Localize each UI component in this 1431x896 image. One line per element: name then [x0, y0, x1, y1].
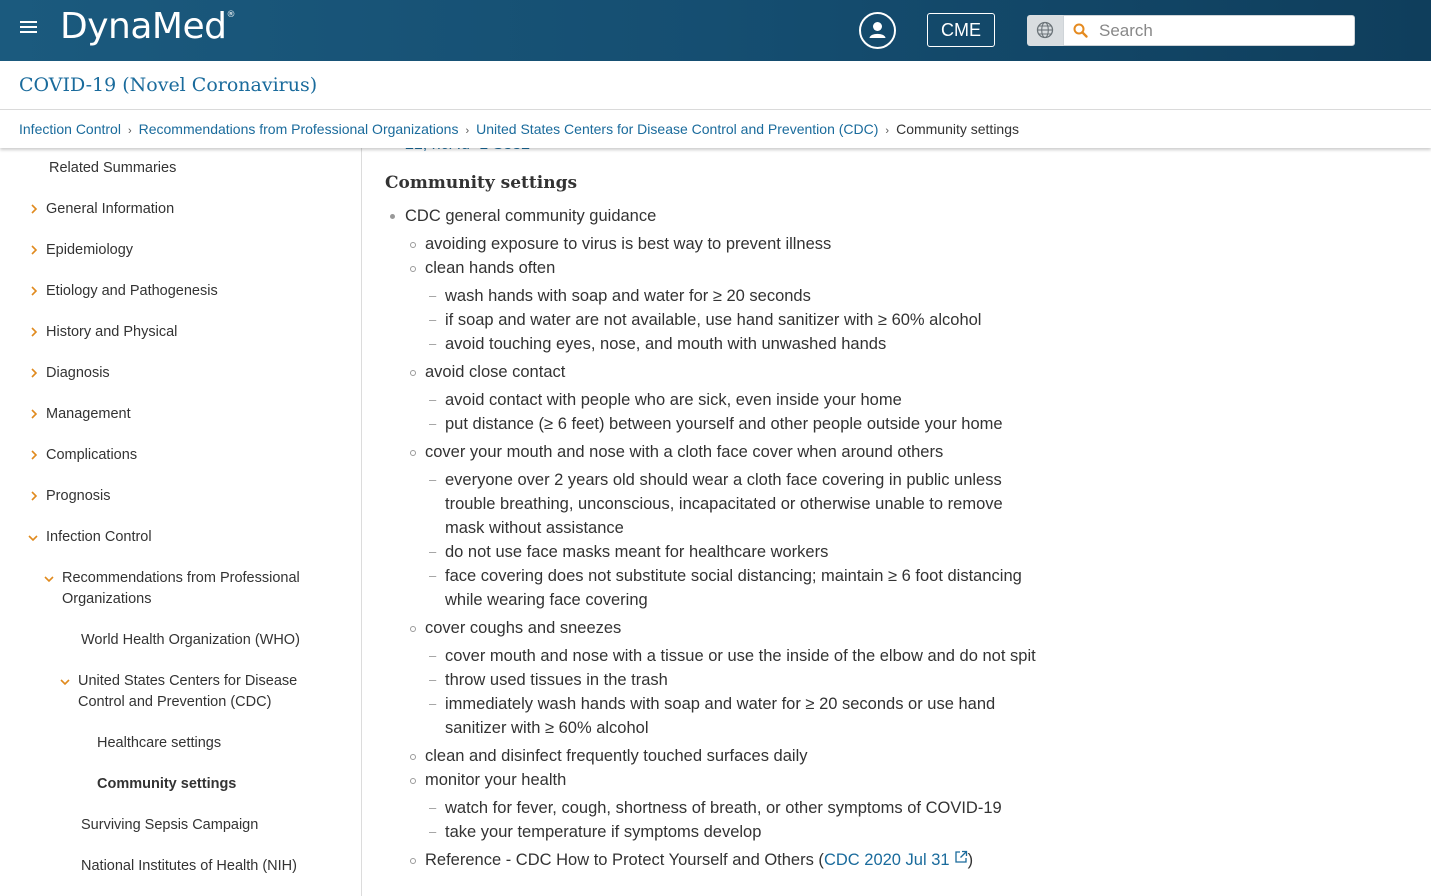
sidebar-item-label: Related Summaries: [49, 160, 177, 176]
top-header: [0, 0, 1431, 61]
external-link-icon: [954, 850, 968, 864]
list-item: – cover mouth and nose with a tissue or use the inside of the elbow and do not spit: [445, 644, 1036, 668]
sidebar-item-label: National Institutes of Health (NIH): [81, 858, 297, 874]
breadcrumb-cdc[interactable]: United States Centers for Disease Control and Prevention (CDC): [476, 121, 879, 137]
breadcrumb-separator-icon: ›: [465, 125, 470, 137]
list-item: – if soap and water are not available, use hand sanitizer with ≥ 60% alcohol: [445, 308, 981, 332]
breadcrumb-current: Community settings: [896, 121, 1020, 137]
search-box: [1063, 15, 1355, 46]
chevron-right-icon[interactable]: [29, 204, 39, 214]
breadcrumb-recommendations[interactable]: Recommendations from Professional Organizations: [138, 121, 459, 137]
sidebar-item-label: Prognosis: [46, 488, 111, 504]
section-title: Community settings: [385, 173, 578, 193]
chevron-right-icon[interactable]: [29, 491, 39, 501]
menu-icon[interactable]: [20, 21, 37, 35]
list-item: – immediately wash hands with soap and water for ≥ 20 seconds or use hand: [445, 692, 995, 716]
sidebar-item-label: Management: [46, 406, 131, 422]
sidebar-item-label: Etiology and Pathogenesis: [46, 283, 218, 299]
list-item: – throw used tissues in the trash: [445, 668, 668, 692]
list-item: cover coughs and sneezes: [425, 616, 621, 640]
sidebar-item-label: History and Physical: [46, 324, 178, 340]
list-item: – watch for fever, cough, shortness of breath, or other symptoms of COVID-19: [445, 796, 1002, 820]
reference-link[interactable]: [824, 851, 968, 869]
list-item: – everyone over 2 years old should wear a cloth face covering in public unless: [445, 468, 1002, 492]
dynamed-logo[interactable]: DynaMed®: [60, 6, 235, 47]
search-input[interactable]: [1099, 19, 1349, 43]
list-item: – avoid touching eyes, nose, and mouth with unwashed hands: [445, 332, 886, 356]
breadcrumb-separator-icon: ›: [127, 125, 132, 137]
sidebar-item-history-physical[interactable]: [46, 322, 177, 343]
chevron-right-icon[interactable]: [29, 368, 39, 378]
list-item: – wash hands with soap and water for ≥ 20 seconds: [445, 284, 811, 308]
sidebar-item-label: Healthcare settings: [97, 735, 222, 751]
globe-icon: [1027, 15, 1064, 46]
list-item: – take your temperature if symptoms develop: [445, 820, 761, 844]
sidebar-item-general-information[interactable]: [46, 199, 174, 220]
sidebar-item-label: World Health Organization (WHO): [81, 632, 300, 648]
list-item-continuation: trouble breathing, unconscious, incapacitated or otherwise unable to remove: [445, 495, 1003, 513]
chevron-right-icon[interactable]: [29, 450, 39, 460]
list-item-continuation: mask without assistance: [445, 519, 624, 537]
list-item: – put distance (≥ 6 feet) between yourself and other people outside your home: [445, 412, 1003, 436]
list-item: – face covering does not substitute social distancing; maintain ≥ 6 foot distancing: [445, 564, 1022, 588]
chevron-right-icon[interactable]: [29, 286, 39, 296]
breadcrumb-separator-icon: ›: [885, 125, 890, 137]
sidebar-item-label: United States Centers for Disease: [78, 673, 298, 689]
sidebar-item-cdc[interactable]: [78, 671, 297, 713]
sidebar-nav: [0, 148, 362, 896]
sidebar-item-label: Infection Control: [46, 529, 152, 545]
user-icon: [861, 14, 894, 47]
list-item-continuation: sanitizer with ≥ 60% alcohol: [445, 719, 649, 737]
sidebar-item-community-settings[interactable]: [97, 774, 236, 795]
sidebar-item-label: General Information: [46, 201, 175, 217]
sidebar-item-label: Recommendations from Professional: [62, 570, 300, 586]
list-item: cover your mouth and nose with a cloth face cover when around others: [425, 440, 943, 464]
sidebar-item-nih[interactable]: [81, 856, 297, 877]
sidebar-item-etiology[interactable]: [46, 281, 218, 302]
sidebar-item-recommendations[interactable]: [62, 568, 300, 610]
cme-button[interactable]: CME: [927, 13, 995, 47]
reference-item: [425, 848, 973, 872]
sidebar-item-label: Organizations: [62, 591, 152, 607]
chevron-right-icon[interactable]: [29, 327, 39, 337]
list-item: avoiding exposure to virus is best way to prevent illness: [425, 232, 831, 256]
sidebar-item-label: Surviving Sepsis Campaign: [81, 817, 259, 833]
sidebar-item-infection-control[interactable]: [46, 527, 152, 548]
sidebar-item-related-summaries[interactable]: [49, 158, 176, 179]
reference-link-label: CDC 2020 Jul 31: [823, 851, 950, 869]
sidebar-item-label: Community settings: [97, 776, 237, 792]
sidebar-item-label: Epidemiology: [46, 242, 134, 258]
sidebar-item-prognosis[interactable]: [46, 486, 110, 507]
sidebar-item-sepsis[interactable]: [81, 815, 258, 836]
sidebar-item-complications[interactable]: [46, 445, 137, 466]
user-profile-button[interactable]: [859, 12, 896, 49]
sidebar-item-label: Control and Prevention (CDC): [78, 694, 272, 710]
chevron-down-icon[interactable]: [44, 574, 54, 584]
sidebar-item-diagnosis[interactable]: [46, 363, 110, 384]
list-item: clean hands often: [425, 256, 555, 280]
list-item: monitor your health: [425, 768, 566, 792]
reference-text: ): [967, 851, 974, 869]
reference-text: Reference - CDC How to Protect Yourself and Others (: [425, 851, 824, 869]
search-icon[interactable]: [1072, 22, 1090, 40]
sidebar-item-epidemiology[interactable]: [46, 240, 133, 261]
page-title: COVID-19 (Novel Coronavirus): [19, 74, 318, 96]
chevron-down-icon[interactable]: [28, 533, 38, 543]
list-item: – do not use face masks meant for healthcare workers: [445, 540, 828, 564]
chevron-right-icon[interactable]: [29, 409, 39, 419]
list-item: CDC general community guidance: [405, 204, 656, 228]
breadcrumb-infection-control[interactable]: Infection Control: [19, 121, 121, 137]
list-item: – avoid contact with people who are sick, even inside your home: [445, 388, 902, 412]
sidebar-item-label: Complications: [46, 447, 138, 463]
sidebar-item-label: Diagnosis: [46, 365, 110, 381]
sidebar-item-management[interactable]: [46, 404, 131, 425]
breadcrumb: [0, 110, 1431, 148]
title-bar: [0, 61, 1431, 110]
chevron-down-icon[interactable]: [60, 677, 70, 687]
chevron-right-icon[interactable]: [29, 245, 39, 255]
language-button[interactable]: [1027, 15, 1064, 46]
list-item: clean and disinfect frequently touched surfaces daily: [425, 744, 807, 768]
list-item-continuation: while wearing face covering: [445, 591, 648, 609]
list-item: avoid close contact: [425, 360, 565, 384]
sidebar-item-who[interactable]: [81, 630, 300, 651]
main-content: [362, 148, 1431, 896]
sidebar-item-healthcare-settings[interactable]: [97, 733, 221, 754]
